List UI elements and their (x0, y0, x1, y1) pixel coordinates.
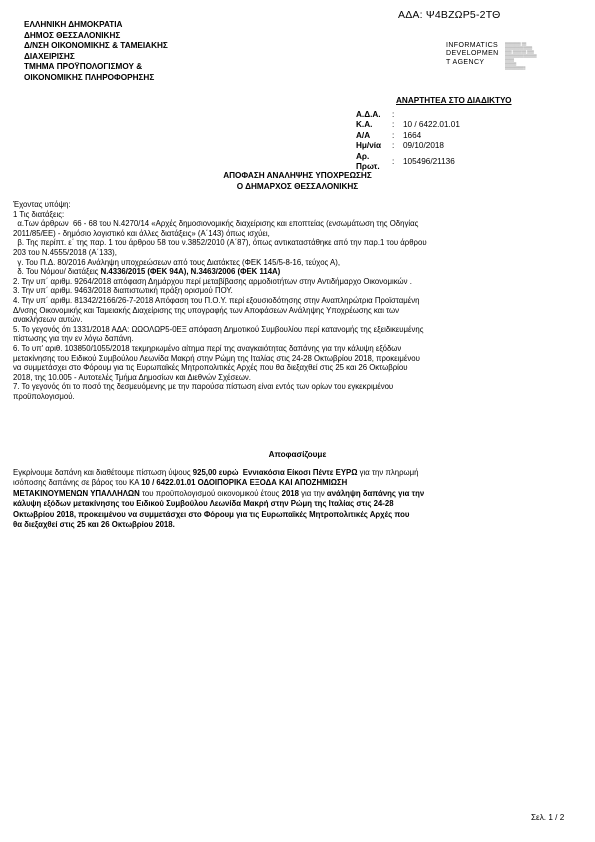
reference-row: Α/Α : 1664 (356, 130, 422, 140)
para: 1 Τις διατάξεις: (13, 209, 65, 219)
para: 5. Το γεγονός ότι 1331/2018 ΑΔΑ: ΩΩΟΛΩΡ5-0ΕΞ απόφαση Δημοτικού Συμβουλίου περί κατανομής της εξειδικευμένης (13, 324, 424, 334)
reference-row: Ημ/νία : 09/10/2018 (356, 141, 444, 151)
para: γ. Του Π.Δ. 80/2016 Ανάληψη υποχρεώσεων από τους Διατάκτες (ΦΕΚ 145/5-8-16, τεύχος Α), (13, 257, 340, 267)
para: προϋπολογισμού. (13, 391, 75, 401)
para: α.Των άρθρων 66 - 68 του Ν.4270/14 «Αρχές δημοσιονομικής διαχείρισης και εποπτείας (ενσωμάτωση της Οδηγίας (13, 219, 419, 229)
para: μετακίνησης του Ειδικού Συμβούλου Λεωνίδα Μακρή στην Ρώμη της Ιταλίας στις 24-28 Οκτωβρίου 2018, προκειμένου (13, 353, 420, 363)
decision-heading: Αποφασίζουμε (268, 450, 327, 459)
reference-row: Αρ. Πρωτ. : 105496/21136 (356, 151, 455, 172)
para: 4. Την υπ΄ αριθμ. 81342/2166/26-7-2018 Απόφαση του Π.Ο.Υ. περί εξουσιοδότησης στην Αναπληρώτρια Προϊσταμένη (13, 295, 420, 305)
agency-logo (446, 42, 564, 70)
para: Έχοντας υπόψη: (13, 200, 71, 209)
para: 7. Το γεγονός ότι το ποσό της δεσμευόμενης με την παρούσα πίστωση είναι εντός των ορίων του εγκεκριμένου (13, 382, 394, 392)
para: 6. Το υπ' αριθ. 103850/1055/2018 τεκμηριωμένο αίτημα περί της αναγκαιότητας δαπάνης για την κάλυψη εξόδων (13, 343, 402, 353)
para: να συμμετάσχει στο Φόρουμ για τις Ευρωπαϊκές Μητροπολιτικές Αρχές που θα διεξαχθεί στις 25 και 26 Οκτωβρίου (13, 363, 408, 373)
para: ανακλήσεων αυτών. (13, 315, 83, 325)
document-title: ΑΠΟΦΑΣΗ ΑΝΑΛΗΨΗΣ ΥΠΟΧΡΕΩΣΗΣ (223, 171, 372, 180)
para: 2011/85/ΕΕ) - δημόσιο λογιστικό και άλλες διατάξεις» (Α΄143) όπως ισχύει, (13, 228, 270, 238)
para: Δ/νσης Οικονομικής και Ταμειακής Διαχείρισης της υπογραφής των Αποφάσεων Ανάληψης Υποχρέωσης και των (13, 305, 400, 315)
para: 2. Την υπ΄ αριθμ. 9264/2018 απόφαση Δημάρχου περί μεταβίβασης αρμοδιοτήτων στην Αντιδήμαρχο Οικονομικών . (13, 276, 412, 286)
ada-code: ΑΔΑ: Ψ4ΒΖΩΡ5-2ΤΘ (398, 9, 501, 21)
issuing-authority (24, 20, 168, 84)
page-number: Σελ. 1 / 2 (531, 813, 565, 822)
publish-online-label: ΑΝΑΡΤΗΤΕΑ ΣΤΟ ΔΙΑΔΙΚΤΥΟ (396, 96, 512, 105)
org-line: ΔΙΑΧΕΙΡΙΣΗΣ (24, 51, 75, 61)
org-line: ΟΙΚΟΝΟΜΙΚΗΣ ΠΛΗΡΟΦΟΡΗΣΗΣ (24, 72, 155, 82)
reference-row: Α.Δ.Α. : (356, 110, 395, 119)
para: 203 του Ν.4555/2018 (Α΄133), (13, 247, 117, 257)
decision-text: Εγκρίνουμε δαπάνη και διαθέτουμε πίστωση ύψους 925,00 ευρώ Εννιακόσια Είκοσι Πέντε ΕΥΡΩ για την πληρωμή ισόποσης δαπάνης σε βάρος του ΚΑ 10 / 6422.01.01 ΟΔΟΙΠΟΡΙΚΑ ΕΞΟΔΑ ΚΑΙ ΑΠΟΖΗΜΙΩΣΗ ΜΕΤΑΚΙΝΟΥΜΕΝΩΝ ΥΠΑΛΛΗΛΩΝ του προϋπολογισμού οικονομικού έτους 2018 για την ανάληψη δαπάνης για την κάλυψη εξόδων μετακίνησης του Ειδικού Συμβούλου Λεωνίδα Μακρή στην Ρώμη της Ιταλίας στις 24-28 Οκτωβρίου 2018, προκειμένου να συμμετάσχει στο Φόρουμ για τις Ευρωπαϊκές Μητροπολιτικές Αρχές που θα διεξαχθεί στις 25 και 26 Οκτωβρίου 2018. (13, 468, 425, 530)
para: β. Της περίπτ. ε΄ της παρ. 1 του άρθρου 58 του ν.3852/2010 (Α΄87), όπως αντικαταστάθηκε από την παρ.1 του άρθρου (13, 238, 427, 248)
reference-row: Κ.Α. : 10 / 6422.01.01 (356, 120, 460, 130)
para: δ. Του Νόμου/ διατάξεις Ν.4336/2015 (ΦΕΚ 94Α), Ν.3463/2006 (ΦΕΚ 114Α) (13, 267, 281, 277)
para: 3. Την υπ΄ αριθμ. 9463/2018 διαπιστωτική πράξη ορισμού ΠΟΥ. (13, 286, 233, 296)
org-line: ΤΜΗΜΑ ΠΡΟΫΠΟΛΟΓΙΣΜΟΥ & (24, 62, 143, 72)
org-line: ΕΛΛΗΝΙΚΗ ΔΗΜΟΚΡΑΤΙΑ (24, 20, 123, 29)
document-signatory: Ο ΔΗΜΑΡΧΟΣ ΘΕΣΣΑΛΟΝΙΚΗΣ (236, 182, 359, 191)
org-line: ΔΗΜΟΣ ΘΕΣΣΑΛΟΝΙΚΗΣ (24, 30, 121, 40)
reference-table (356, 110, 460, 172)
logo-fine-print: ▒▒▒▒▒▒▒ ▒▒ ▒▒▒▒▒▒▒▒▒▒▒▒ ▒▒▒ ▒▒▒▒▒▒ ▒▒▒ ▒▒▒▒▒▒▒▒▒▒▒▒▒▒ ▒▒▒▒ ▒▒▒▒▒ ▒▒▒▒▒▒▒▒▒ (505, 42, 537, 70)
para: πίστωσης για την εν λόγω δαπάνη. (13, 334, 134, 344)
logo-wordmark: INFORMATICS DEVELOPMEN T AGENCY (446, 42, 499, 66)
para: 2018, της 10.005 - Αυτοτελές Τμήμα Δημοσίων και Διεθνών Σχέσεων. (13, 372, 251, 382)
considerations (13, 200, 585, 401)
org-line: Δ/ΝΣΗ ΟΙΚΟΝΟΜΙΚΗΣ & ΤΑΜΕΙΑΚΗΣ (24, 41, 168, 51)
